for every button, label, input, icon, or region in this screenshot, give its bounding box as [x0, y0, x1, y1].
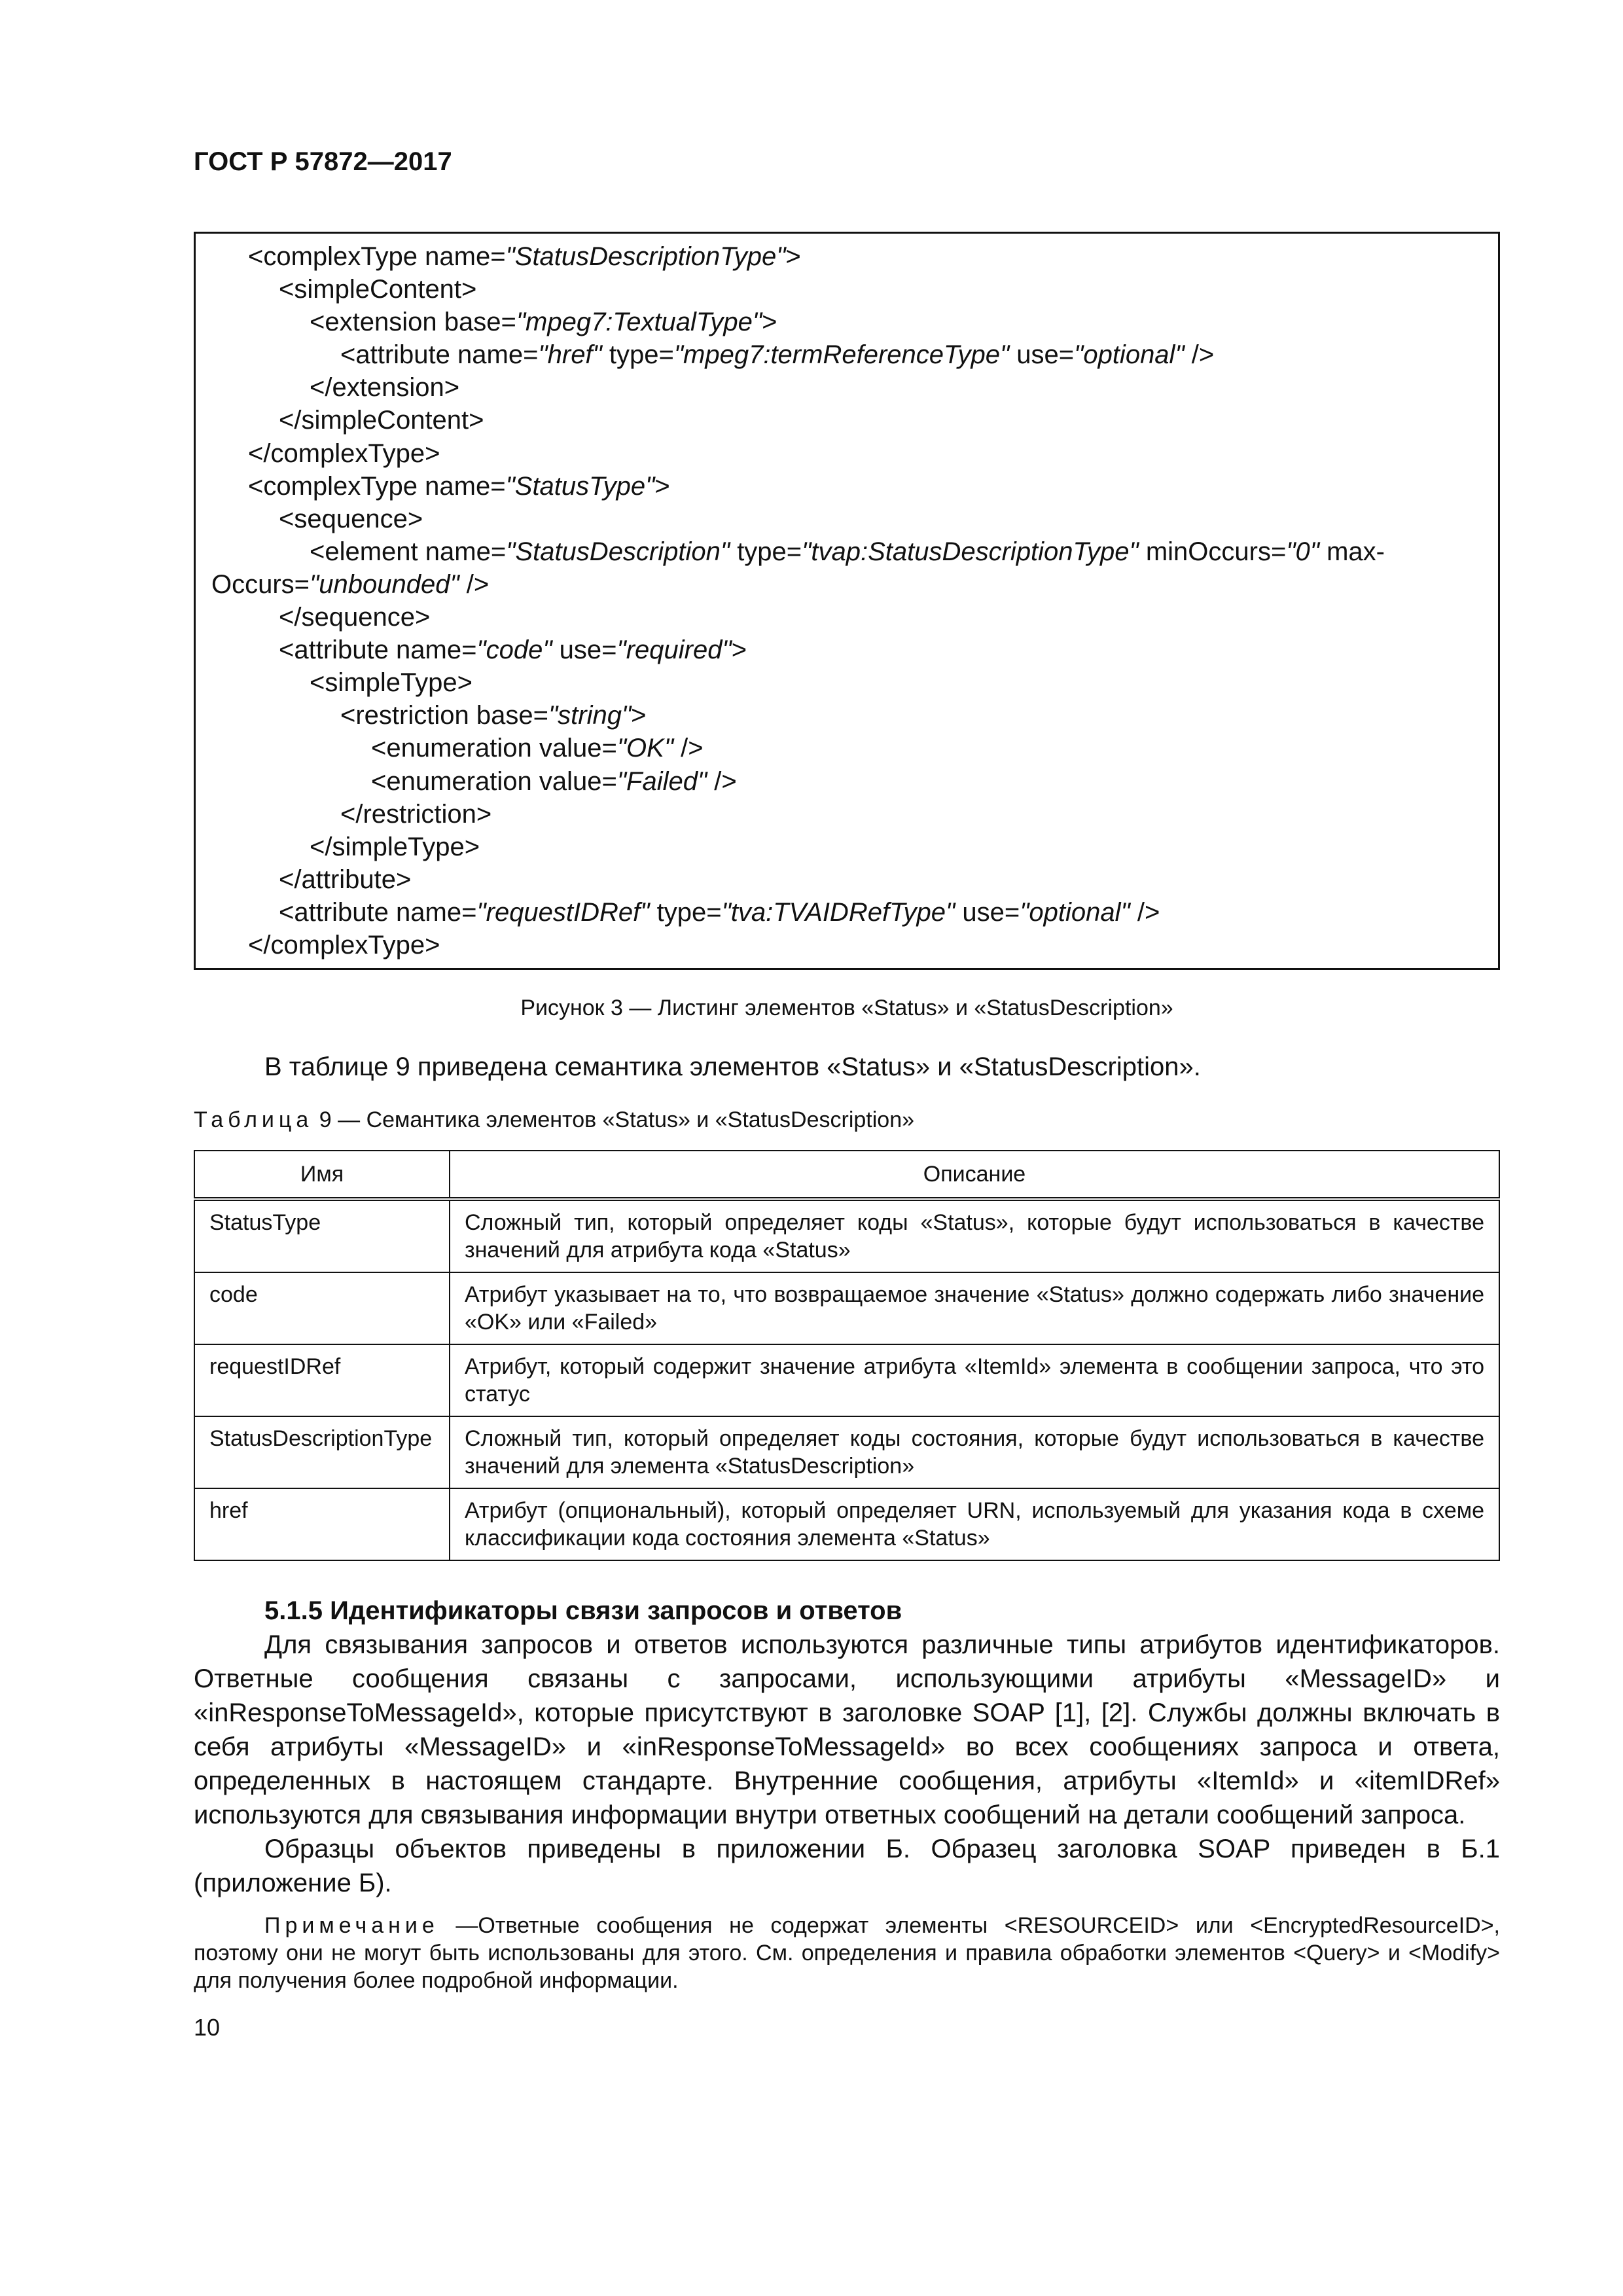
cell-name: code [194, 1272, 450, 1344]
listing-line: <simpleContent> [279, 275, 477, 304]
table-row [194, 1199, 1499, 1272]
listing-line: </simpleContent> [279, 406, 484, 435]
table-row [194, 1344, 1499, 1416]
listing-line: </complexType> [248, 930, 440, 960]
listing-line: </simpleType> [310, 832, 480, 861]
table-title [194, 1107, 1500, 1133]
intro-paragraph: В таблице 9 приведена семантика элементов «Status» и «StatusDescription». [264, 1052, 1201, 1082]
cell-description: Атрибут указывает на то, что возвращаемое значение «Status» должно содержать либо значение «OK» или «Failed» [450, 1272, 1499, 1344]
column-header-description: Описание [450, 1151, 1499, 1199]
table-label: Таблица [194, 1107, 313, 1133]
note-text: —Ответные сообщения не содержат элементы <RESOURCEID> или <EncryptedResourceID>, поэтому они не могут быть использованы для этого. См. определения и правила обработки элементов <Query> и <Modify> для получения более подробной информации. [194, 1913, 1501, 1994]
note [194, 1912, 1500, 1994]
cell-description: Сложный тип, который определяет коды «Status», которые будут использоваться в качестве значений для атрибута кода «Status» [450, 1199, 1499, 1272]
column-header-name: Имя [194, 1151, 450, 1199]
cell-name: StatusType [194, 1199, 450, 1272]
listing-line: <complexType name="StatusType"> [248, 471, 670, 501]
listing-line: </sequence> [279, 603, 431, 632]
page-number: 10 [194, 2014, 221, 2041]
table-row [194, 1416, 1499, 1488]
section-heading: 5.1.5 Идентификаторы связи запросов и ответов [264, 1596, 902, 1626]
cell-description: Атрибут, который содержит значение атрибута «ItemId» элемента в сообщении запроса, что это статус [450, 1344, 1499, 1416]
listing-line: <sequence> [279, 504, 423, 533]
listing-line: </complexType> [248, 439, 440, 468]
cell-description: Сложный тип, который определяет коды состояния, которые будут использоваться в качестве значений для элемента «StatusDescription» [450, 1416, 1499, 1488]
section-paragraph: Образцы объектов приведены в приложении Б. Образец заголовка SOAP приведен в Б.1 (приложение Б). [194, 1835, 1500, 1898]
document-header: ГОСТ Р 57872—2017 [194, 147, 452, 176]
listing-line: <attribute name="code" use="required"> [279, 636, 747, 665]
listing-line: Occurs="unbounded" /> [211, 569, 490, 599]
table-caption: 9 — Семантика элементов «Status» и «StatusDescription» [319, 1107, 915, 1133]
listing-line: <extension base="mpeg7:TextualType"> [310, 308, 777, 337]
listing-line: <restriction base="string"> [340, 701, 647, 730]
section-paragraph: Для связывания запросов и ответов используются различные типы атрибутов идентификаторов. Ответные сообщения связаны с запросами, использующими атрибуты «MessageID» и «inResponseToMessageId», которые присутствуют в заголовке SOAP [1], [2]. Службы должны включать в себя атрибуты «MessageID» и «inResponseToMessageId» во всех сообщениях запроса и ответа, определенных в настоящем стандарте. Внутренние сообщения, атрибуты «ItemId» и «itemIDRef» используются для связывания информации внутри ответных сообщений на детали сообщений запроса. [194, 1630, 1500, 1830]
listing-line: <simpleType> [310, 668, 473, 698]
listing-line: <attribute name="href" type="mpeg7:termReferenceType" use="optional" /> [340, 340, 1215, 370]
table-row [194, 1272, 1499, 1344]
listing-line: <attribute name="requestIDRef" type="tva:TVAIDRefType" use="optional" /> [279, 897, 1160, 927]
listing-line: <enumeration value="Failed" /> [371, 766, 737, 796]
document-page [194, 145, 1500, 2041]
xml-listing [194, 232, 1500, 970]
listing-line: </restriction> [340, 799, 492, 829]
cell-name: href [194, 1488, 450, 1560]
listing-line: <complexType name="StatusDescriptionType"> [248, 242, 801, 271]
semantics-table [194, 1150, 1500, 1561]
note-label: Примечание [264, 1913, 439, 1939]
cell-name: requestIDRef [194, 1344, 450, 1416]
table-row [194, 1488, 1499, 1560]
listing-line: <element name="StatusDescription" type="tvap:StatusDescriptionType" minOccurs="0" max- [310, 537, 1385, 566]
cell-description: Атрибут (опциональный), который определяет URN, используемый для указания кода в схеме классификации кода состояния элемента «Status» [450, 1488, 1499, 1560]
listing-line: <enumeration value="OK" /> [371, 734, 704, 763]
listing-line: </attribute> [279, 865, 412, 894]
figure-caption: Рисунок 3 — Листинг элементов «Status» и «StatusDescription» [520, 996, 1173, 1021]
listing-line: </extension> [310, 373, 460, 403]
cell-name: StatusDescriptionType [194, 1416, 450, 1488]
